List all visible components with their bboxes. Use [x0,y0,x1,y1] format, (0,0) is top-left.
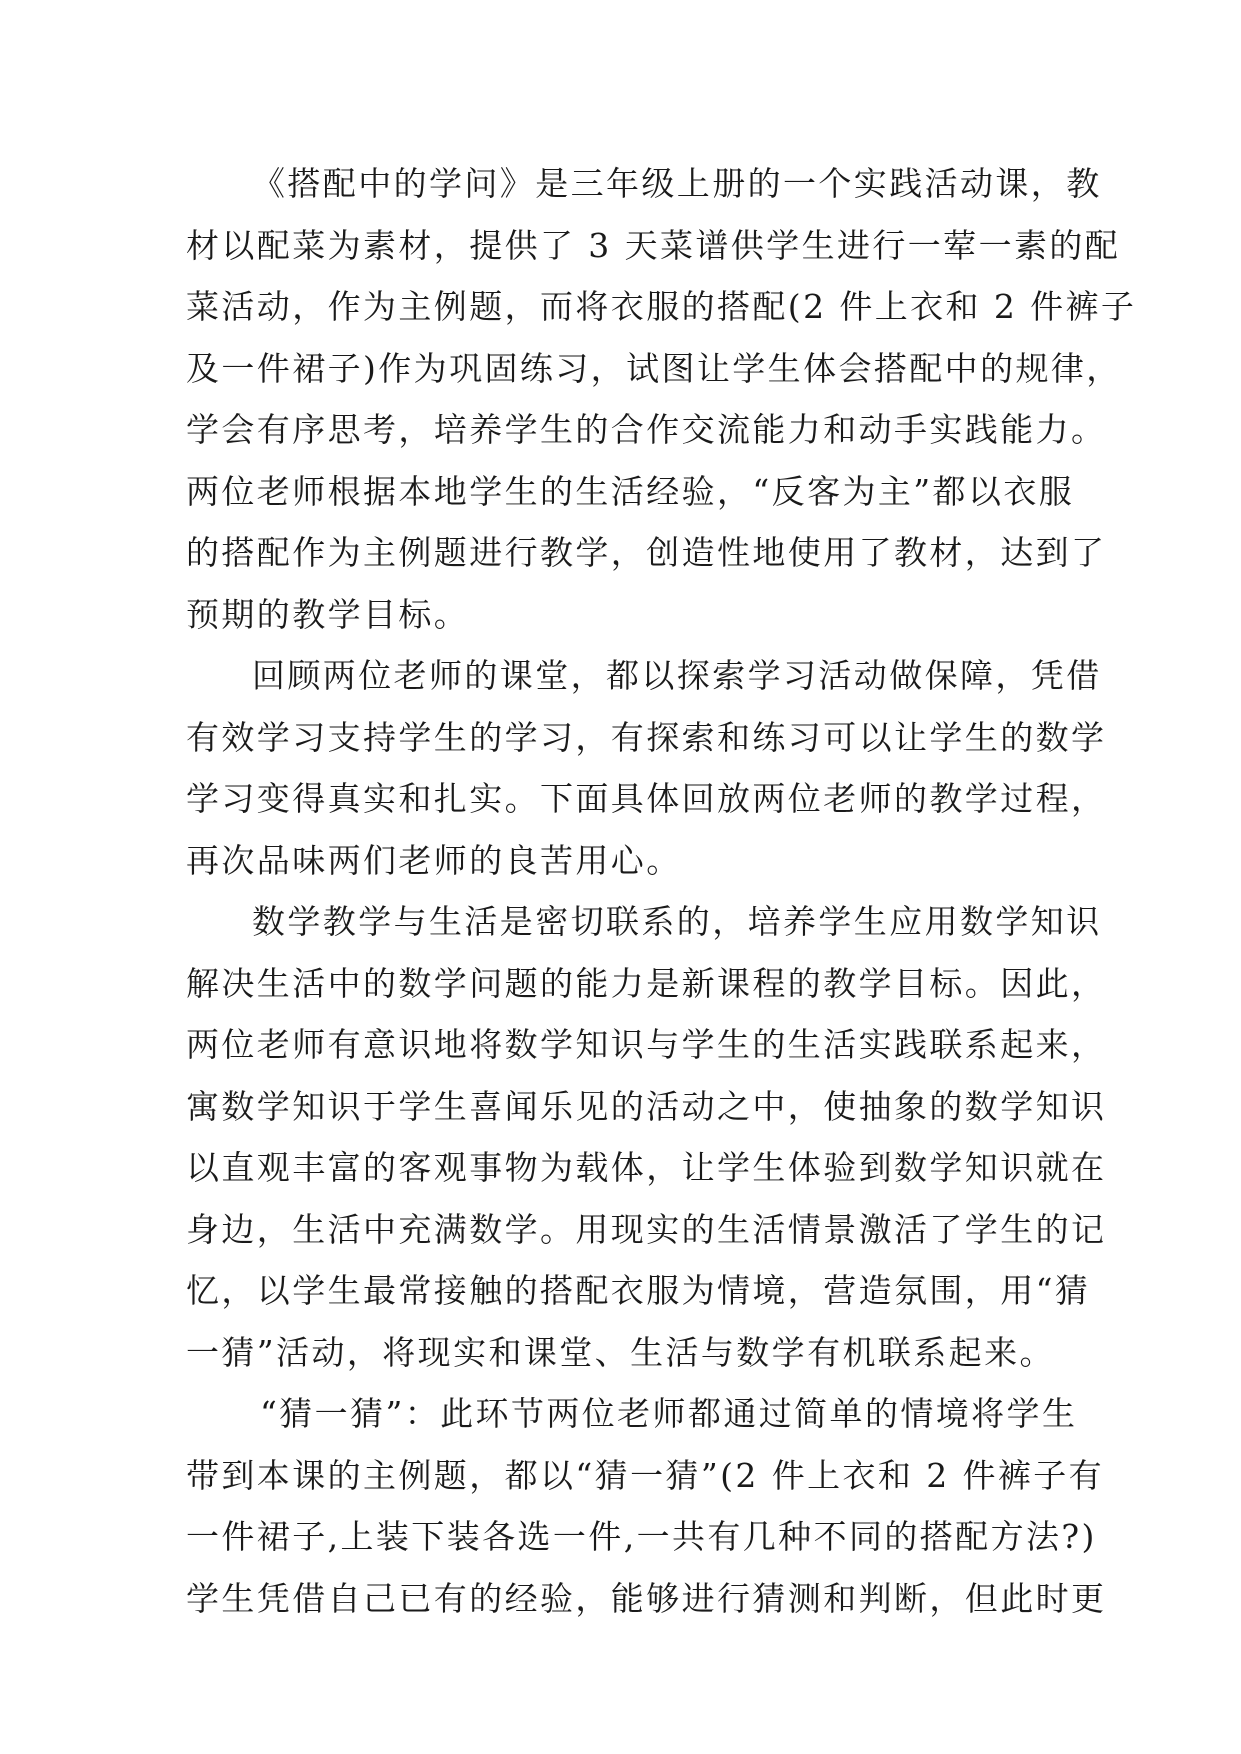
text-line: 菜活动，作为主例题，而将衣服的搭配(2 件上衣和 2 件裤子 [186,287,1137,326]
text-line: 学生凭借自己已有的经验，能够进行猜测和判断，但此时更 [186,1578,1107,1618]
text-line: 数学教学与生活是密切联系的，培养学生应用数学知识 [252,902,1102,941]
paragraph-3 [186,891,1107,1383]
text-line: 解决生活中的数学问题的能力是新课程的教学目标。因此， [186,963,1107,1003]
text-line: “猜一猜”：此环节两位老师都通过简单的情境将学生 [260,1394,1078,1433]
text-line: 以直观丰富的客观事物为载体，让学生体验到数学知识就在 [186,1148,1107,1187]
text-line: 身边，生活中充满数学。用现实的生活情景激活了学生的记 [186,1209,1107,1249]
text-line: 的搭配作为主例题进行教学，创造性地使用了教材，达到了 [186,533,1107,572]
text-line: 有效学习支持学生的学习，有探索和练习可以让学生的数学 [186,717,1107,757]
text-line: 预期的教学目标。 [186,594,470,634]
text-line: 一猜”活动，将现实和课堂、生活与数学有机联系起来。 [186,1332,1055,1372]
text-line: 学会有序思考，培养学生的合作交流能力和动手实践能力。 [186,410,1107,449]
paragraph-4 [186,1383,1107,1629]
paragraph-2 [186,645,1107,891]
text-line: 忆，以学生最常接触的搭配衣服为情境，营造氛围，用“猜 [186,1271,1091,1310]
text-line: 寓数学知识于学生喜闻乐见的活动之中，使抽象的数学知识 [186,1086,1107,1126]
text-line: 两位老师有意识地将数学知识与学生的生活实践联系起来， [186,1025,1107,1064]
paragraph-1 [186,153,1137,645]
text-line: 及一件裙子)作为巩固练习，试图让学生体会搭配中的规律， [186,348,1122,388]
body-text [186,153,1137,1629]
text-line: 材以配菜为素材，提供了 3 天菜谱供学生进行一荤一素的配 [186,225,1121,265]
text-line: 再次品味两们老师的良苦用心。 [186,840,682,880]
text-line: 《搭配中的学问》是三年级上册的一个实践活动课，教 [252,164,1102,203]
text-line: 学习变得真实和扎实。下面具体回放两位老师的教学过程， [186,779,1107,818]
text-line: 带到本课的主例题，都以“猜一猜”(2 件上衣和 2 件裤子有 [186,1455,1105,1495]
text-line: 回顾两位老师的课堂，都以探索学习活动做保障，凭借 [252,656,1102,695]
text-line: 一件裙子,上装下装各选一件,一共有几种不同的搭配方法?) [186,1517,1097,1556]
text-line: 两位老师根据本地学生的生活经验，“反客为主”都以衣服 [186,471,1075,511]
